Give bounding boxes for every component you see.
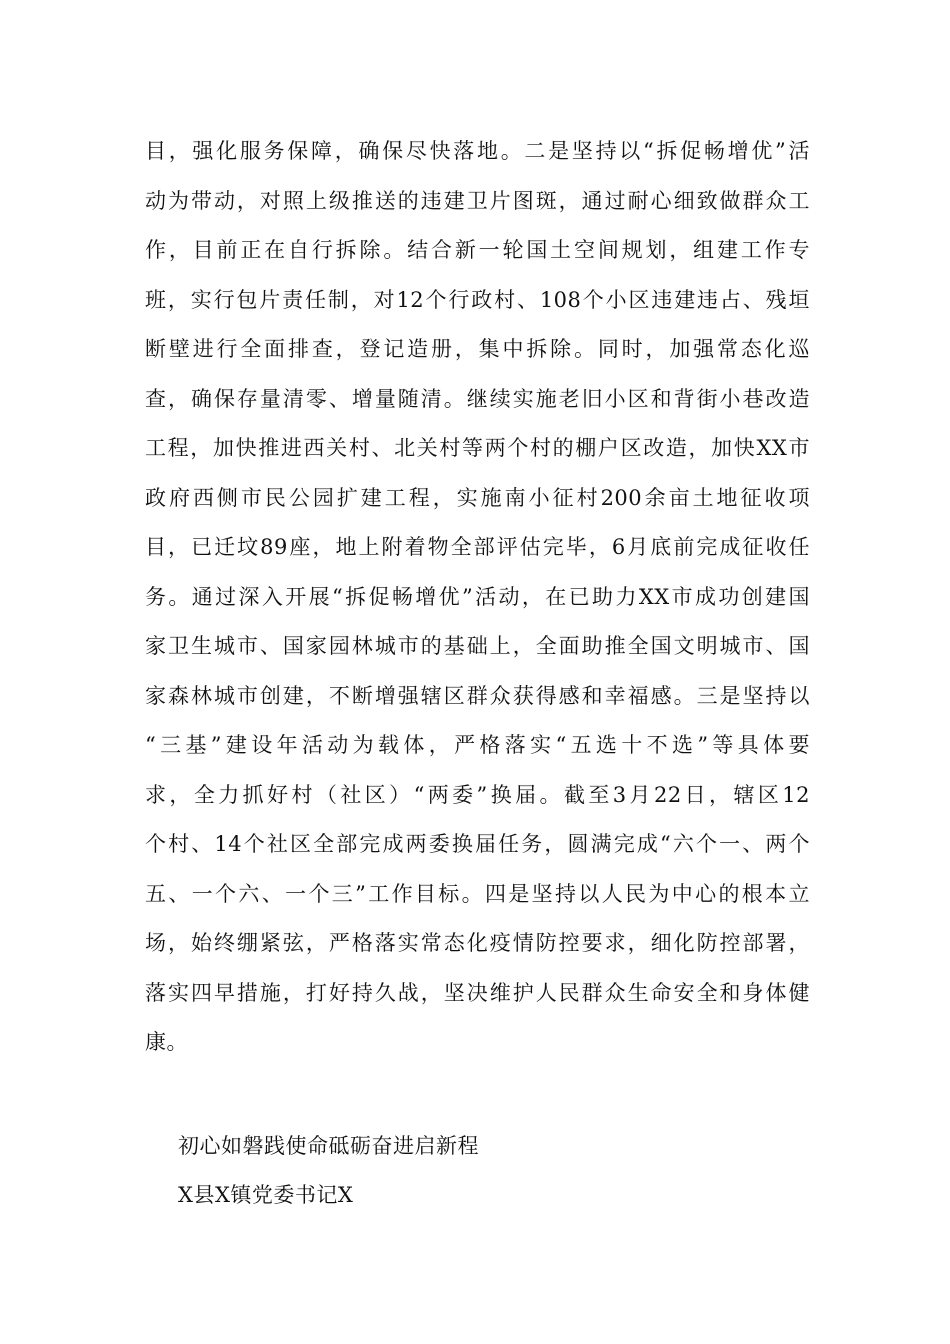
paragraph-line: 家森林城市创建，不断增强辖区群众获得感和幸福感。三是坚持以 bbox=[145, 684, 810, 708]
paragraph-line: 断壁进行全面排查，登记造册，集中拆除。同时，加强常态化巡 bbox=[145, 337, 810, 361]
paragraph-line: 作，目前正在自行拆除。结合新一轮国土空间规划，组建工作专 bbox=[145, 238, 810, 262]
paragraph-line: 查，确保存量清零、增量随清。继续实施老旧小区和背街小巷改造 bbox=[145, 387, 810, 411]
section-title: 初心如磐践使命砥砺奋进启新程 bbox=[178, 1134, 479, 1158]
paragraph-line: 政府西侧市民公园扩建工程，实施南小征村200余亩土地征收项 bbox=[145, 486, 810, 510]
paragraph-line: 班，实行包片责任制，对12个行政村、108个小区违建违占、残垣 bbox=[145, 288, 810, 312]
paragraph-line: 家卫生城市、国家园林城市的基础上，全面助推全国文明城市、国 bbox=[145, 634, 810, 658]
paragraph-line: 求，全力抓好村（社区）“两委”换届。截至3月22日，辖区12 bbox=[145, 783, 810, 807]
paragraph-line: “三基”建设年活动为载体，严格落实“五选十不选”等具体要 bbox=[145, 733, 810, 757]
paragraph-line: 个村、14个社区全部完成两委换届任务，圆满完成“六个一、两个 bbox=[145, 832, 810, 856]
paragraph-line: 五、一个六、一个三”工作目标。四是坚持以人民为中心的根本立 bbox=[145, 882, 810, 906]
paragraph-line: 目，强化服务保障，确保尽快落地。二是坚持以“拆促畅增优”活 bbox=[145, 139, 810, 163]
paragraph-line: 康。 bbox=[145, 1030, 188, 1054]
paragraph-line: 务。通过深入开展“拆促畅增优”活动，在已助力XX市成功创建国 bbox=[145, 585, 810, 609]
author-line: X县X镇党委书记X bbox=[178, 1183, 354, 1207]
paragraph-line: 动为带动，对照上级推送的违建卫片图斑，通过耐心细致做群众工 bbox=[145, 189, 810, 213]
paragraph-line: 工程，加快推进西关村、北关村等两个村的棚户区改造，加快XX市 bbox=[145, 436, 810, 460]
paragraph-line: 目，已迁坟89座，地上附着物全部评估完毕，6月底前完成征收任 bbox=[145, 535, 810, 559]
paragraph-line: 场，始终绷紧弦，严格落实常态化疫情防控要求，细化防控部署， bbox=[145, 931, 810, 955]
paragraph-line: 落实四早措施，打好持久战，坚决维护人民群众生命安全和身体健 bbox=[145, 981, 810, 1005]
